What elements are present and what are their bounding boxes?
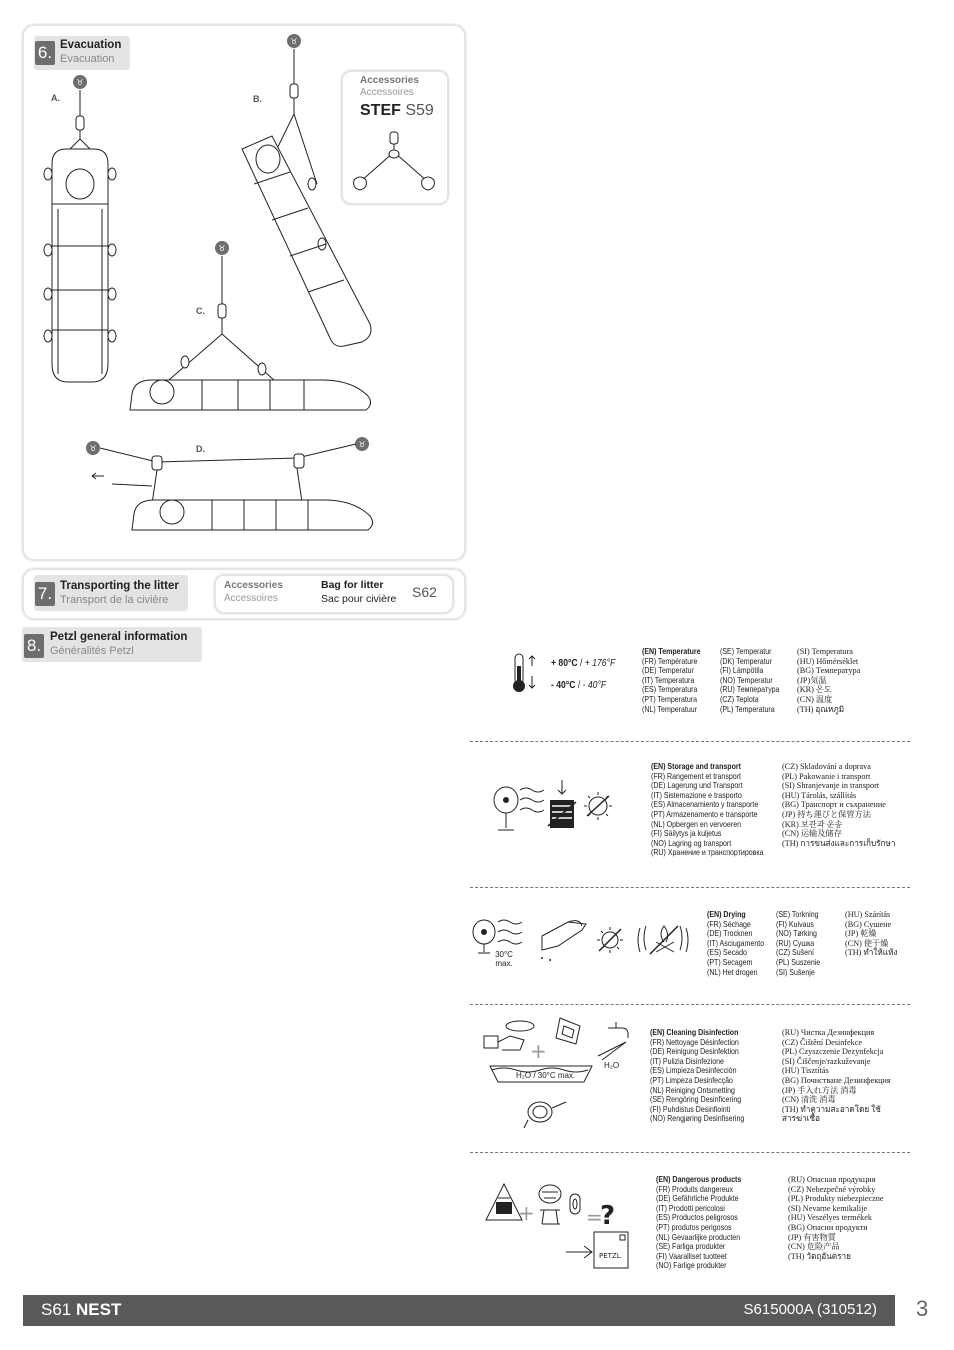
storage-fr: (FR) Rangement et transport (651, 771, 742, 781)
bag-ref: S62 (412, 584, 437, 600)
drying-fi: (FI) Kuivaus (776, 919, 814, 929)
drying-col-1 (707, 910, 764, 977)
danger-en: (EN) Dangerous products (656, 1175, 742, 1184)
drying-cz: (CZ) Sušení (776, 948, 814, 958)
anchor-icon-d-right (355, 437, 369, 451)
thermometer-icon (510, 652, 542, 694)
anchor-icon-d-left (86, 441, 100, 455)
temp-jp: (JP)気温 (797, 675, 827, 685)
drying-it: (IT) Asciugamento (707, 938, 765, 948)
temp-nl: (NL) Temperatuur (642, 704, 698, 714)
section-6-subtitle: Evacuation (60, 53, 115, 65)
temp-pl: (PL) Temperatura (720, 704, 775, 714)
divider-2 (470, 887, 910, 888)
cleaning-cz: (CZ) Čištění Desinfekce (782, 1037, 863, 1047)
max-temp-c: + 80°C (551, 658, 578, 669)
accessory-label: Accessories (360, 75, 419, 86)
danger-hu: (HU) Veszélyes termékek (788, 1213, 872, 1223)
section-8-subtitle: Généralités Petzl (50, 645, 134, 657)
danger-se: (SE) Farliga produkter (656, 1242, 726, 1252)
section-7-subtitle: Transport de la civière (60, 594, 169, 606)
temp-cn: (CN) 温度 (797, 694, 833, 704)
divider-4 (470, 1152, 910, 1153)
temp-it: (IT) Temperatura (642, 675, 695, 685)
storage-de: (DE) Lagerung und Transport (651, 781, 743, 791)
svg-text:♉: ♉ (218, 244, 226, 253)
figure-label-d: D. (196, 444, 205, 454)
min-temp-f: - 40°F (582, 680, 607, 691)
cleaning-en: (EN) Cleaning Disinfection (650, 1028, 739, 1037)
section-6-title: Evacuation (60, 39, 122, 51)
cleaning-es: (ES) Limpieza Desinfección (650, 1066, 737, 1076)
cleaning-ru: (RU) Чистка Дезинфекция (782, 1028, 875, 1037)
temp-es: (ES) Temperatura (642, 685, 698, 695)
petzl-label: PETZL (599, 1252, 621, 1260)
temp-dk: (DK) Temperatur (720, 656, 772, 666)
temperature-col-1 (642, 647, 701, 714)
danger-pl: (PL) Produkty niebezpieczne (788, 1194, 884, 1204)
cleaning-cn: (CN) 清洗 消毒 (782, 1095, 836, 1105)
cleaning-fi: (FI) Puhdistus Desinfiointi (650, 1104, 731, 1114)
stef-lanyard-icon (348, 130, 440, 198)
drying-th: (TH) ทำให้แห้ง (845, 948, 898, 958)
max-temp-f: + 176°F (584, 658, 616, 669)
storage-col-1 (651, 762, 764, 858)
figure-label-a: A. (51, 93, 60, 103)
vertical-litter-drawing (44, 90, 116, 382)
danger-pt: (PT) produtos perigosos (656, 1222, 732, 1232)
storage-cz: (CZ) Skladování a doprava (782, 762, 871, 771)
section-8-title: Petzl general information (50, 631, 188, 643)
danger-fr: (FR) Produits dangereux (656, 1184, 734, 1194)
drying-bg: (BG) Сушене (845, 919, 892, 929)
storage-si: (SI) Shranjevanje in transport (782, 781, 880, 791)
divider-1 (470, 741, 910, 742)
bag-accessory-label: Accessories (224, 580, 283, 591)
drying-si: (SI) Sušenje (776, 967, 815, 977)
storage-fi: (FI) Säilytys ja kuljetus (651, 829, 722, 839)
temp-ru: (RU) Температура (720, 685, 780, 695)
dangerous-products-icons (484, 1180, 634, 1272)
bag-name-fr: Sac pour civière (321, 593, 397, 605)
danger-bg: (BG) Опасни продукти (788, 1222, 868, 1232)
drying-col-2 (776, 910, 820, 977)
section-7-number: 7. (35, 582, 55, 606)
temp-de: (DE) Temperatur (642, 666, 694, 676)
cleaning-fr: (FR) Nettoyage Désinfection (650, 1037, 739, 1047)
petzl-contact-icon (566, 1232, 628, 1268)
svg-text:+: + (518, 1201, 535, 1225)
drying-en: (EN) Drying (707, 910, 746, 919)
no-fire-icon (638, 926, 688, 954)
footer-bar (23, 1295, 895, 1326)
section-7-title: Transporting the litter (60, 580, 179, 592)
drying-cn: (CN) 使干燥 (845, 938, 889, 948)
temp-kr: (KR) 온도 (797, 685, 832, 695)
cleaning-no: (NO) Rengjøring Desinfisering (650, 1114, 745, 1124)
no-sun-icon (597, 927, 623, 953)
bag-accessory-label-fr: Accessoires (224, 593, 278, 604)
accessory-stef-title: STEF (360, 102, 401, 119)
drying-hu: (HU) Szárítás (845, 910, 891, 919)
tap-icon (598, 1022, 628, 1060)
cleaning-th-2: สารฆ่าเชื้อ (782, 1114, 820, 1124)
sponge-icon (556, 1018, 580, 1044)
storage-en: (EN) Storage and transport (651, 762, 741, 771)
traverse-litter-drawing (92, 444, 373, 530)
min-temp-c: - 40°C (551, 680, 576, 691)
temperature-col-3 (797, 647, 860, 714)
min-temperature: - 40°C / - 40°F (551, 680, 607, 691)
cleaning-si: (SI) Čiščenje/razkuževanje (782, 1056, 871, 1066)
temp-fi: (FI) Lämpötila (720, 666, 764, 676)
anchor-icon-b (287, 34, 301, 48)
cleaning-it: (IT) Pulizia Disinfezione (650, 1056, 724, 1066)
anchor-icon-c (215, 241, 229, 255)
accessory-stef-ref: S59 (405, 102, 434, 119)
divider-3 (470, 1004, 910, 1005)
storage-cn: (CN) 运输及储存 (782, 829, 842, 839)
danger-es: (ES) Productos peligrosos (656, 1213, 738, 1223)
temp-cz: (CZ) Teplota (720, 694, 759, 704)
svg-text:=: = (586, 1205, 603, 1229)
danger-ru: (RU) Опасная продукция (788, 1175, 876, 1184)
storage-col-2 (782, 762, 896, 848)
equipment-pile-icon (484, 1021, 534, 1050)
cleaning-jp: (JP) 手入れ方法 消毒 (782, 1085, 857, 1095)
water-temp-label: H₂O / 30°C max. (516, 1071, 576, 1080)
figure-label-c: C. (196, 306, 205, 316)
cleaning-hu: (HU) Tisztítás (782, 1066, 829, 1076)
drying-col-3 (845, 910, 897, 958)
cleaning-se: (SE) Rengöring Desinficering (650, 1095, 742, 1105)
dangerous-col-2 (788, 1175, 884, 1261)
storage-hu: (HU) Tárolás, szállítás (782, 790, 857, 800)
temp-se: (SE) Temperatur (720, 647, 772, 656)
drying-es: (ES) Secado (707, 948, 747, 958)
accessory-stef-name (360, 102, 434, 120)
fan-icon (494, 787, 544, 830)
temp-hu: (HU) Hőmérséklet (797, 656, 859, 666)
section-8-number: 8. (24, 634, 44, 658)
storage-pt: (PT) Armazenamento e transporte (651, 809, 758, 819)
cleaning-th: (TH) ทำความสะอาดโดย ใช้ (782, 1104, 881, 1114)
storage-ru: (RU) Хранение и транспортировка (651, 848, 764, 858)
hanging-litter-icon (541, 921, 586, 961)
danger-de: (DE) Gefährliche Produkte (656, 1194, 739, 1204)
temp-bg: (BG) Температура (797, 666, 861, 676)
question-mark: ? (600, 1201, 616, 1231)
fan-icon (473, 920, 522, 953)
storage-th: (TH) การขนส่งและการเก็บรักษา (782, 838, 896, 848)
section-6-number: 6. (35, 41, 55, 65)
cleaning-icons (480, 1016, 630, 1134)
page-number: 3 (916, 1296, 929, 1321)
storage-pl: (PL) Pakowanie i transport (782, 771, 871, 781)
svg-text:♉: ♉ (358, 440, 366, 449)
bag-name: Bag for litter (321, 579, 384, 591)
cleaning-de: (DE) Reinigung Desinfektion (650, 1047, 739, 1057)
drying-ru: (RU) Сушка (776, 938, 815, 948)
no-sun-icon (584, 792, 612, 820)
storage-es: (ES) Almacenamiento y transporte (651, 800, 759, 810)
drying-max: max. (495, 959, 513, 968)
temp-si: (SI) Temperatura (797, 647, 853, 656)
footer-model (41, 1300, 121, 1320)
dangerous-col-1 (656, 1175, 741, 1271)
danger-si: (SI) Nevarne kemikalije (788, 1203, 868, 1213)
cleaning-nl: (NL) Reiniging Ontsmetting (650, 1085, 735, 1095)
h2o-label: H₂O (604, 1061, 620, 1070)
danger-nl: (NL) Gevaarlijke producten (656, 1232, 741, 1242)
danger-jp: (JP) 有害物質 (788, 1232, 836, 1242)
temp-en: (EN) Temperature (642, 647, 701, 656)
danger-it: (IT) Prodotti pericolosi (656, 1203, 725, 1213)
storage-no: (NO) Lagring og transport (651, 838, 732, 848)
rope-coil-icon (524, 1102, 566, 1128)
footer-model-ref: S61 (41, 1300, 72, 1319)
drying-de: (DE) Trocknen (707, 929, 753, 939)
cleaning-pl: (PL) Czyszczenie Dezynfekcja (782, 1047, 884, 1057)
footer-doc-ref: S615000A (310512) (743, 1301, 877, 1318)
drying-max-temp (492, 950, 516, 968)
cleaning-bg: (BG) Почистване Дезинфекция (782, 1075, 891, 1085)
storage-it: (IT) Sistemazione e trasporto (651, 790, 742, 800)
svg-text:♉: ♉ (89, 444, 97, 453)
storage-box-icon (548, 780, 576, 828)
drying-jp: (JP) 乾燥 (845, 929, 877, 939)
temp-pt: (PT) Temperatura (642, 694, 698, 704)
drying-pl: (PL) Suszenie (776, 957, 821, 967)
figure-label-b: B. (253, 94, 262, 104)
storage-bg: (BG) Транспорт и съхранение (782, 800, 886, 810)
anchor-icon-a (73, 75, 87, 89)
storage-nl: (NL) Opbergen en vervoeren (651, 819, 742, 829)
svg-text:♉: ♉ (76, 78, 84, 87)
cleaning-pt: (PT) Limpeza Desinfecção (650, 1075, 733, 1085)
svg-text:♉: ♉ (290, 37, 298, 46)
drying-fr: (FR) Séchage (707, 919, 751, 929)
storage-kr: (KR) 보관과 운송 (782, 819, 843, 829)
temp-th: (TH) อุณหภูมิ (797, 704, 845, 714)
danger-fi: (FI) Vaaralliset tuotteet (656, 1251, 727, 1261)
cleaning-col-1 (650, 1028, 744, 1124)
danger-th: (TH) วัตถุอันตราย (788, 1251, 851, 1261)
accessory-label-fr: Accessoires (360, 87, 414, 98)
drying-temp: 30°C (495, 950, 513, 959)
danger-cn: (CN) 危险产品 (788, 1242, 840, 1252)
drying-se: (SE) Torkning (776, 910, 819, 919)
equipment-icon (539, 1185, 580, 1224)
temp-fr: (FR) Température (642, 656, 698, 666)
drying-no: (NO) Tørking (776, 929, 817, 939)
temp-no: (NO) Temperatur (720, 675, 773, 685)
footer-model-name: NEST (75, 1300, 122, 1319)
temperature-col-2 (720, 647, 779, 714)
storage-jp: (JP) 持ち運びと保管方法 (782, 809, 871, 819)
svg-text:+: + (530, 1039, 547, 1063)
cleaning-col-2 (782, 1028, 891, 1124)
danger-no: (NO) Farlige produkter (656, 1261, 727, 1271)
max-temperature: + 80°C / + 176°F (551, 658, 616, 669)
danger-cz: (CZ) Nebezpečné výrobky (788, 1184, 876, 1194)
storage-icons (490, 778, 615, 836)
drying-pt: (PT) Secagem (707, 957, 753, 967)
hazard-warning-icon (486, 1184, 522, 1220)
drying-nl: (NL) Het drogen (707, 967, 758, 977)
